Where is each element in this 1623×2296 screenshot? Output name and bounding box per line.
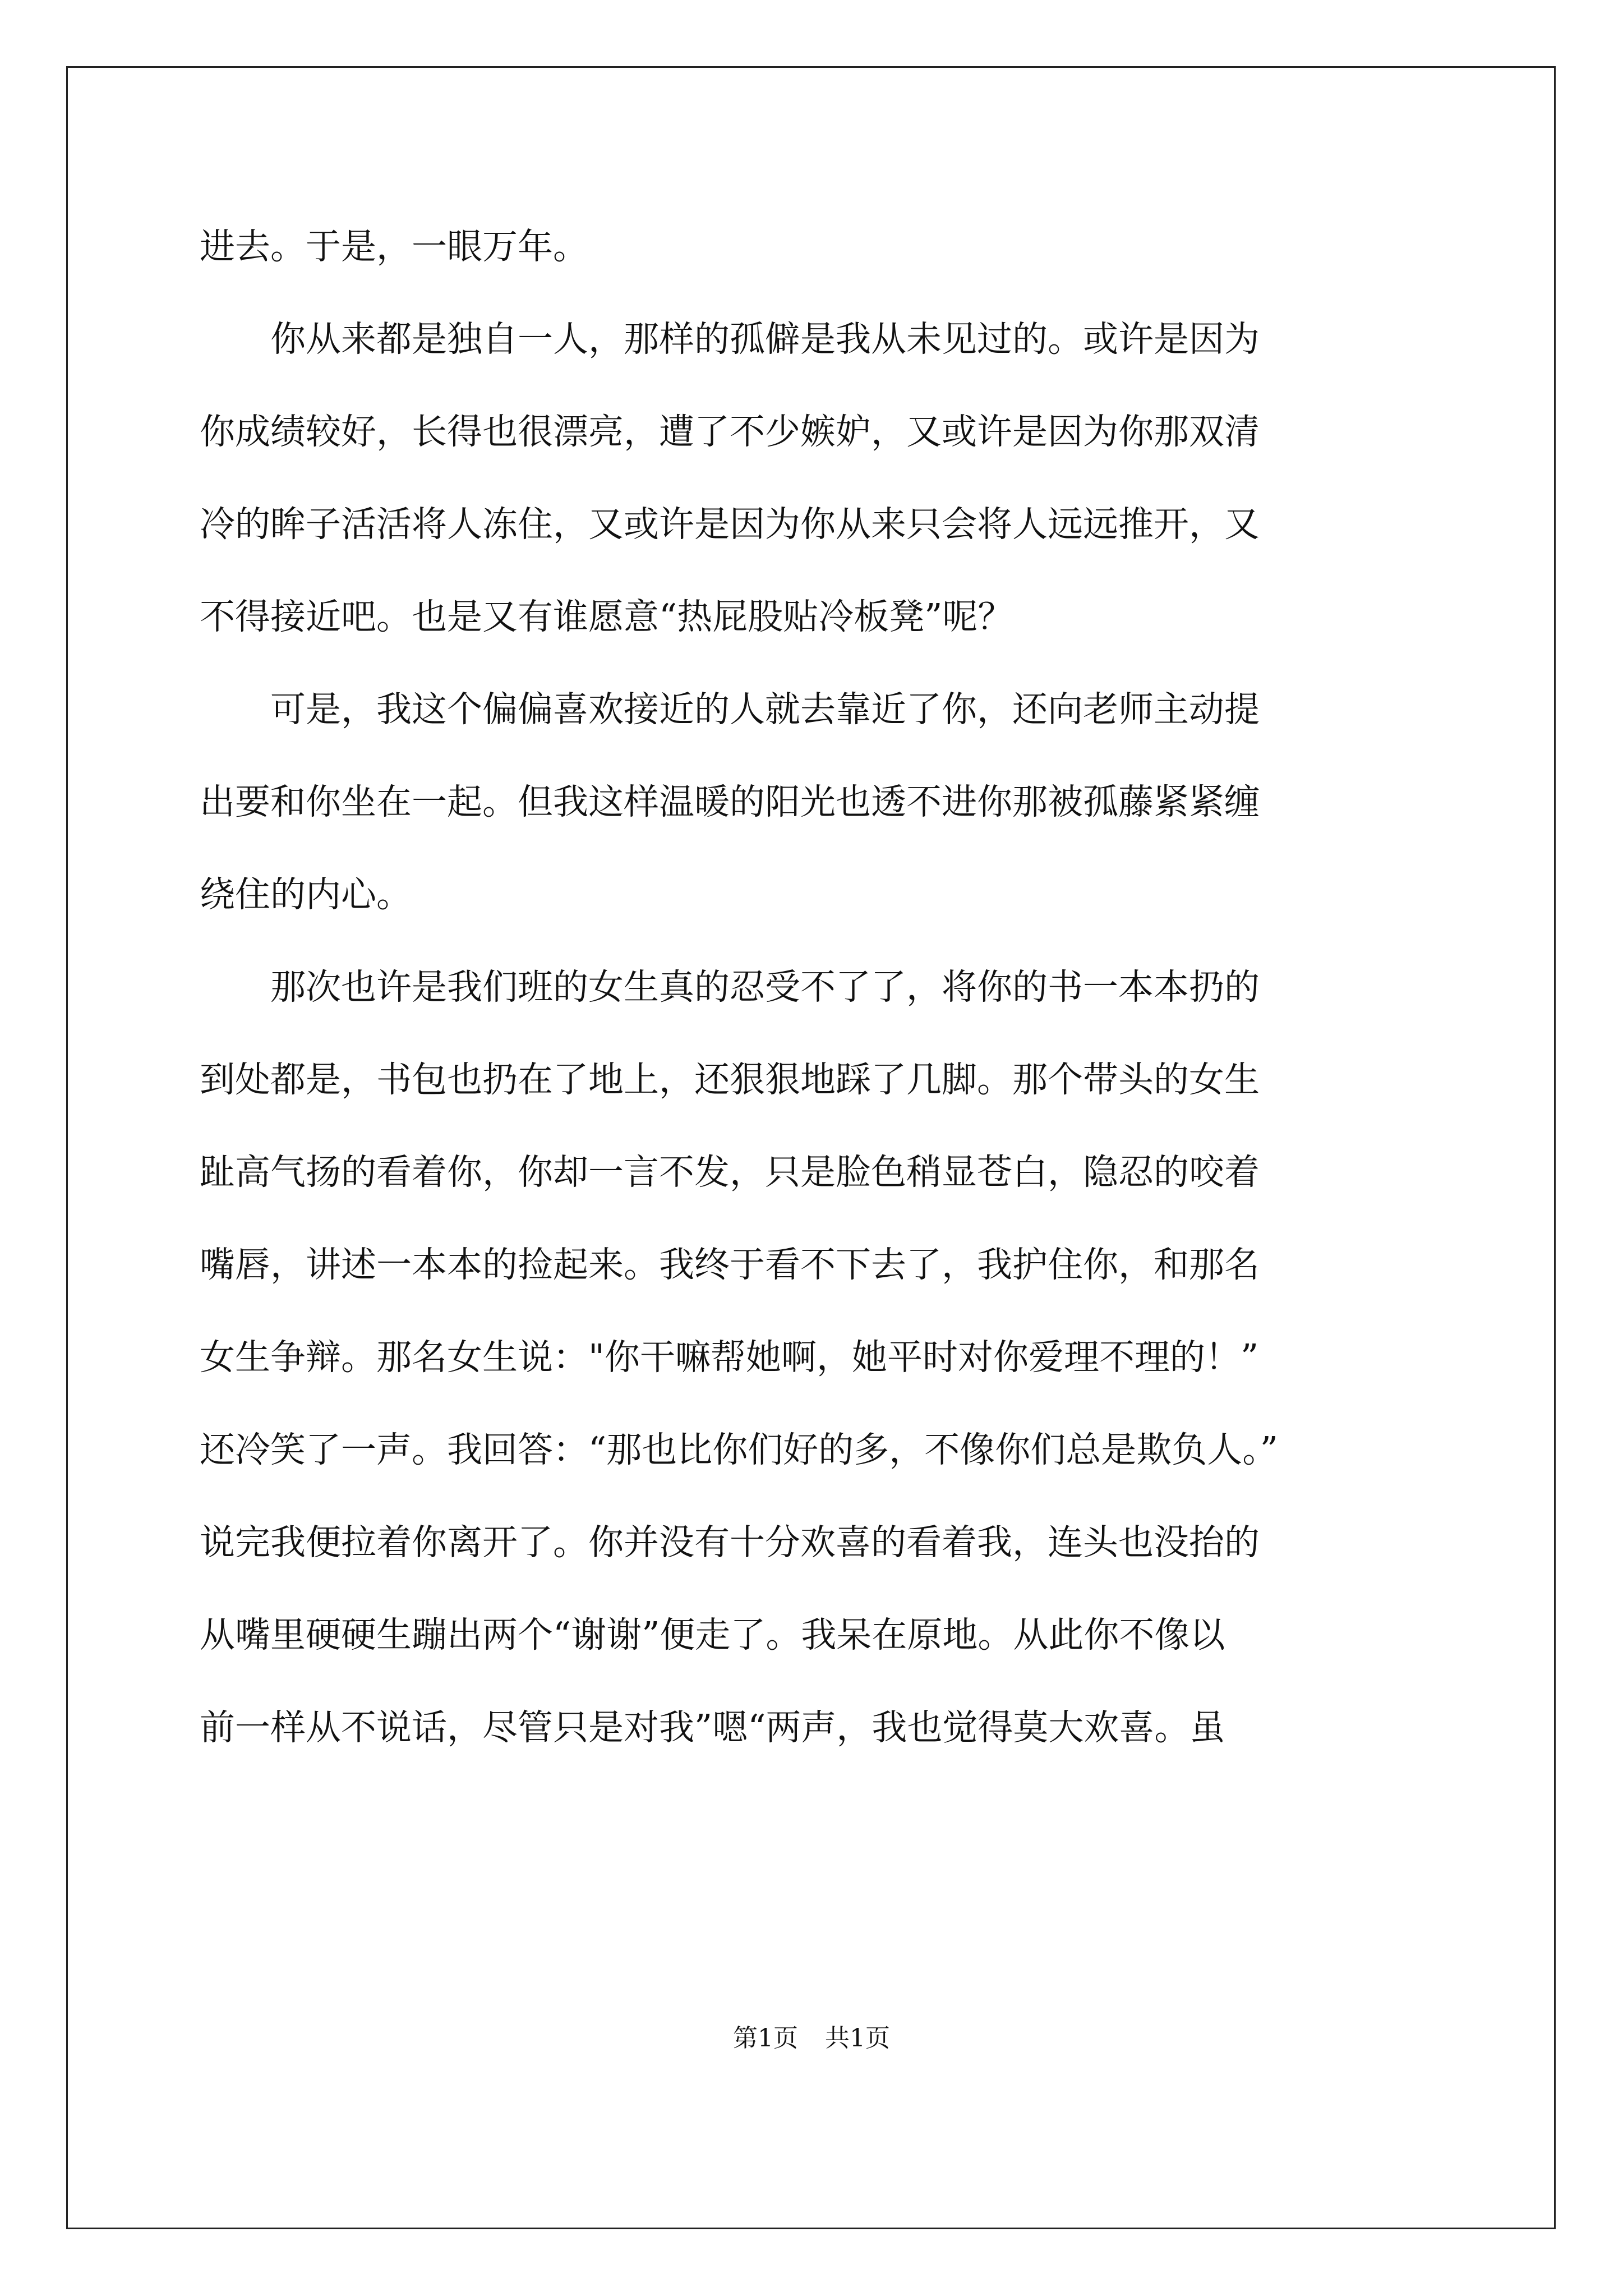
text-line: 冷的眸子活活将人冻住，又或许是因为你从来只会将人远远推开，又 (200, 504, 1260, 545)
text-line: 趾高气扬的看着你，你却一言不发，只是脸色稍显苍白，隐忍的咬着 (200, 1152, 1260, 1193)
text-line: 绕住的内心。 (200, 874, 412, 915)
text-line: 不得接近吧。也是又有谁愿意“热屁股贴冷板凳”呢？ (200, 596, 1013, 637)
text-line: 女生争辩。那名女生说："你干嘛帮她啊，她平时对你爱理不理的！” (200, 1337, 1259, 1378)
text-line: 还冷笑了一声。我回答：“那也比你们好的多，不像你们总是欺负人。” (200, 1429, 1278, 1470)
text-line: 那次也许是我们班的女生真的忍受不了了，将你的书一本本扔的 (200, 967, 1260, 1007)
page-footer (0, 2022, 1623, 2055)
text-line: 到处都是，书包也扔在了地上，还狠狠地踩了几脚。那个带头的女生 (200, 1059, 1260, 1100)
text-line: 你从来都是独自一人，那样的孤僻是我从未见过的。或许是因为 (200, 319, 1260, 360)
text-line: 前一样从不说话，尽管只是对我”嗯“两声，我也觉得莫大欢喜。虽 (200, 1707, 1225, 1748)
text-line: 可是，我这个偏偏喜欢接近的人就去靠近了你，还向老师主动提 (200, 689, 1260, 730)
text-line: 嘴唇，讲述一本本的捡起来。我终于看不下去了，我护住你，和那名 (200, 1244, 1260, 1285)
text-line: 出要和你坐在一起。但我这样温暖的阳光也透不进你那被孤藤紧紧缠 (200, 781, 1260, 822)
document-body (200, 200, 1433, 1774)
text-line: 进去。于是，一眼万年。 (200, 226, 588, 267)
text-line: 从嘴里硬硬生蹦出两个“谢谢”便走了。我呆在原地。从此你不像以 (200, 1614, 1225, 1655)
text-line: 说完我便拉着你离开了。你并没有十分欢喜的看着我，连头也没抬的 (200, 1522, 1260, 1563)
page-number: 第1页 (733, 2024, 798, 2053)
text-line: 你成绩较好，长得也很漂亮，遭了不少嫉妒，又或许是因为你那双清 (200, 411, 1260, 452)
page-total: 共1页 (825, 2024, 890, 2053)
